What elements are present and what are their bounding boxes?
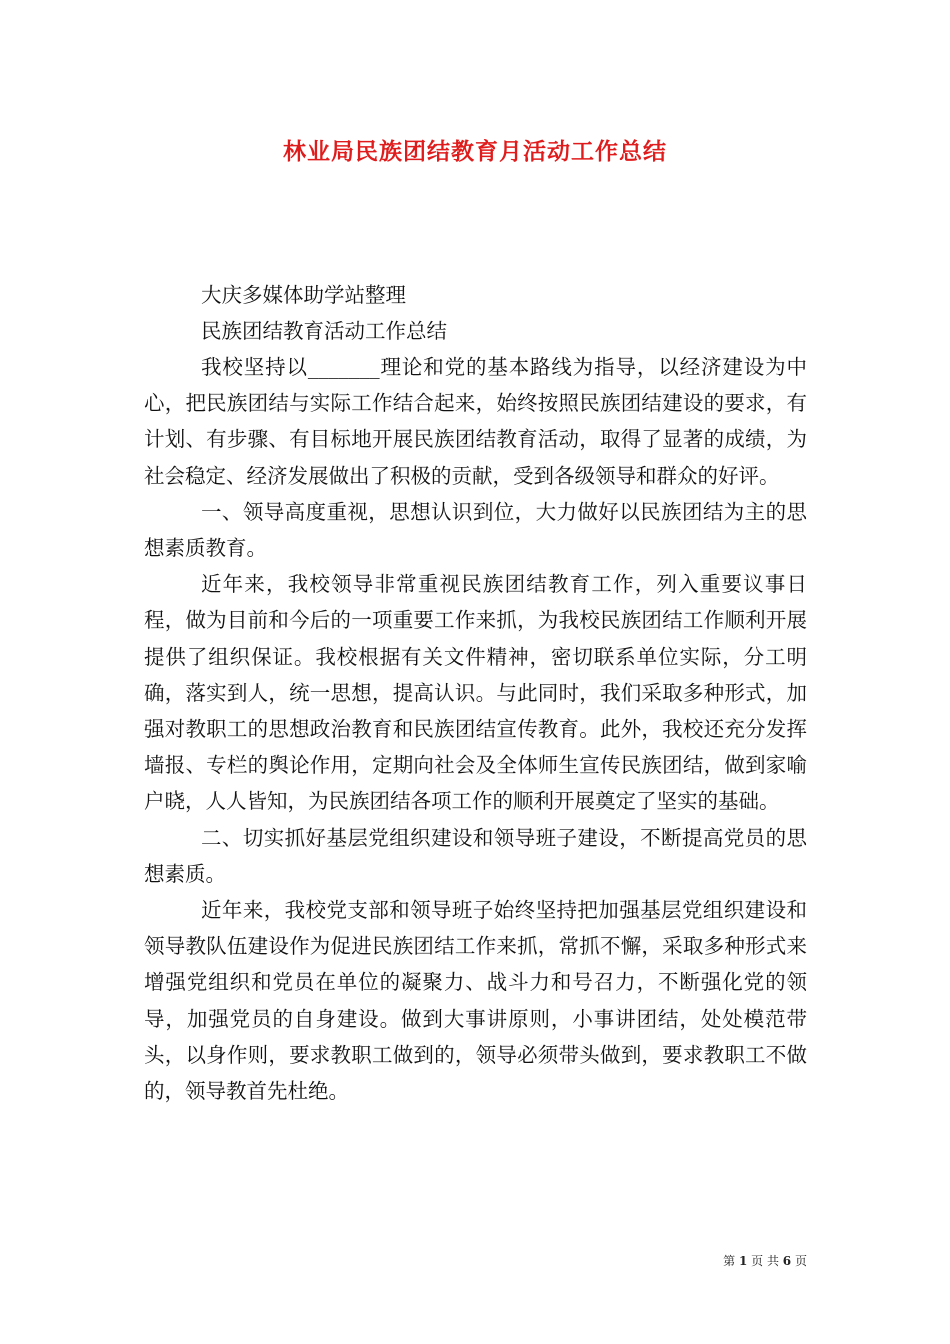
section-heading-1: 一、领导高度重视，思想认识到位，大力做好以民族团结为主的思想素质教育。: [144, 499, 807, 561]
paragraph-section-1: 近年来，我校领导非常重视民族团结教育工作，列入重要议事日程，做为目前和今后的一项重要工作来抓，为我校民族团结工作顺利开展提供了组织保证。我校根据有关文件精神，密切联系单位实际，分工明确，落实到人，统一思想，提高认识。与此同时，我们采取多种形式，加强对教职工的思想政治教育和民族团结宣传教育。此外，我校还充分发挥墙报、专栏的舆论作用，定期向社会及全体师生宣传民族团结，做到家喻户晓，人人皆知，为民族团结各项工作的顺利开展奠定了坚实的基础。: [144, 572, 807, 814]
page-title: 林业局民族团结教育月活动工作总结: [283, 138, 667, 165]
total-pages-number: 6: [782, 1254, 792, 1268]
section-heading-2: 二、切实抓好基层党组织建设和领导班子建设，不断提高党员的思想素质。: [144, 825, 807, 886]
document-subtitle: 民族团结教育活动工作总结: [201, 319, 447, 343]
footer-prefix: 第: [723, 1254, 736, 1268]
source-line: 大庆多媒体助学站整理: [201, 283, 406, 307]
footer-suffix: 页: [794, 1254, 807, 1268]
paragraph-section-2: 近年来，我校党支部和领导班子始终坚持把加强基层党组织建设和领导教队伍建设作为促进民族团结工作来抓，常抓不懈，采取多种形式来增强党组织和党员在单位的凝聚力、战斗力和号召力，不断强化党的领导，加强党员的自身建设。做到大事讲原则，小事讲团结，处处模范带头，以身作则，要求教职工做到的，领导必须带头做到，要求教职工不做的，领导教首先杜绝。: [144, 898, 807, 1104]
document-body: [144, 277, 807, 1109]
paragraph-intro: 我校坚持以_______理论和党的基本路线为指导，以经济建设为中心，把民族团结与实际工作结合起来，始终按照民族团结建设的要求，有计划、有步骤、有目标地开展民族团结教育活动，取得了显著的成绩，为社会稳定、经济发展做出了积极的贡献，受到各级领导和群众的好评。: [144, 355, 807, 488]
page-number-footer: [700, 1252, 807, 1269]
current-page-number: 1: [738, 1254, 748, 1268]
footer-middle: 页 共: [751, 1254, 779, 1268]
